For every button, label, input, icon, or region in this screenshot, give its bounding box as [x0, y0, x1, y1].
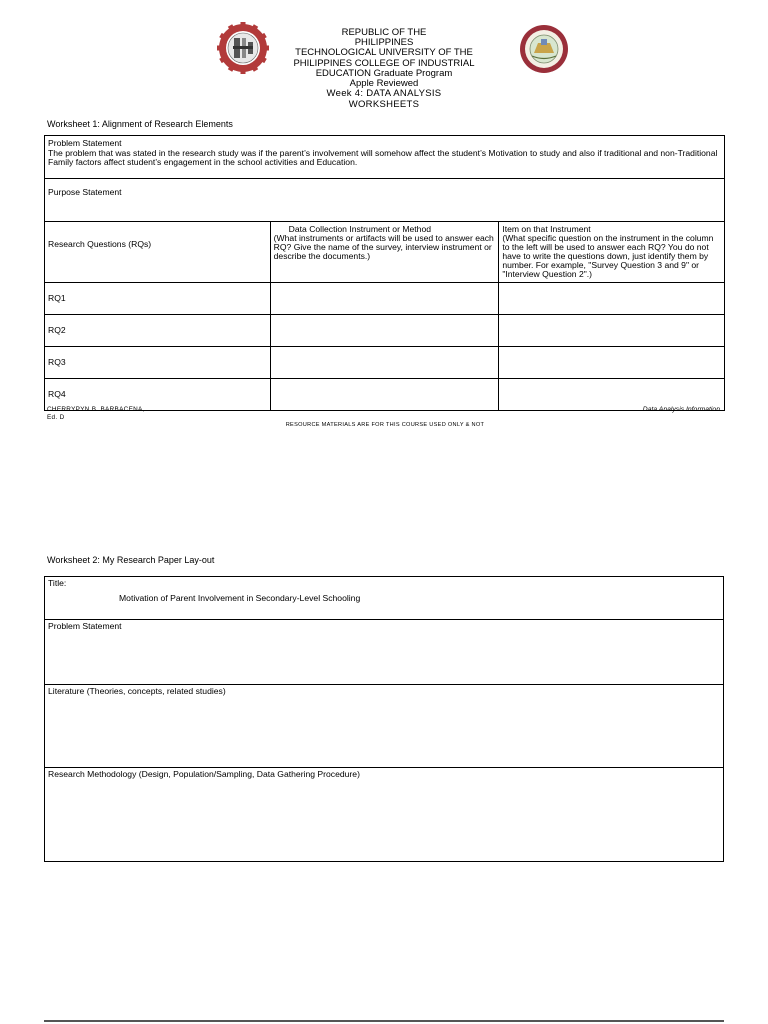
table-row [45, 283, 725, 315]
institution-header [278, 27, 490, 90]
item-header-desc: (What specific question on the instrument in the column to the left will be used to answer each RQ? You do not have to write the questions down, just identify them by number. For example, "Survey Question 3 and 9" or "Interview Question 2".) [502, 233, 714, 279]
rq-label-cell [45, 347, 271, 379]
title-box[interactable] [44, 576, 724, 620]
purpose-row [45, 179, 725, 222]
purpose-label: Purpose Statement [48, 187, 122, 197]
paper-title: Motivation of Parent Involvement in Secondary-Level Schooling [119, 593, 361, 603]
rq-header-cell [45, 222, 271, 283]
week-subtitle: WORKSHEETS [348, 98, 420, 110]
instrument-input-cell[interactable] [270, 315, 499, 347]
header-line: PHILIPPINES COLLEGE OF INDUSTRIAL [293, 57, 475, 69]
header-row [45, 222, 725, 283]
table-row [45, 347, 725, 379]
item-header-title: Item on that Instrument [502, 224, 591, 234]
author-name: CHERRYPYN B. BARBACENA, [47, 406, 145, 413]
rq-label: RQ4 [48, 388, 66, 399]
problem-label: Problem Statement [48, 138, 122, 148]
title-label: Title: [48, 578, 67, 588]
footer-right-text: Data Analysis Information [642, 406, 720, 413]
problem-text: The problem that was stated in the research study was if the parent’s involvement will somehow affect the student’s Motivation to study and also if traditional and non-Traditional Family factors affect student’s engagement in the school activities and Education. [48, 147, 718, 168]
header-line: TECHNOLOGICAL UNIVERSITY OF THE [295, 47, 473, 59]
problem-statement-label: Problem Statement [48, 621, 122, 631]
rq-header: Research Questions (RQs) [48, 239, 152, 249]
worksheet1-title: Worksheet 1: Alignment of Research Elements [47, 119, 233, 129]
document-subtitle [300, 89, 468, 110]
author-degree: Ed. D [47, 414, 65, 421]
rq-label: RQ2 [48, 324, 66, 335]
table-row [45, 315, 725, 347]
literature-label: Literature (Theories, concepts, related studies) [48, 686, 226, 696]
problem-cell[interactable] [45, 136, 725, 179]
footer-center-text: RESOURCE MATERIALS ARE FOR THIS COURSE USED ONLY & NOT [285, 422, 485, 428]
methodology-label: Research Methodology (Design, Population/Sampling, Data Gathering Procedure) [48, 769, 360, 779]
week-title: Week 4: DATA ANALYSIS [326, 88, 442, 99]
cie-seal-icon [518, 24, 570, 74]
header-line: EDUCATION Graduate Program [315, 67, 453, 79]
instrument-input-cell[interactable] [270, 283, 499, 315]
rq-label-cell [45, 315, 271, 347]
literature-box[interactable] [44, 684, 724, 768]
item-header-cell [499, 222, 725, 283]
worksheet1-table [44, 135, 725, 411]
methodology-box[interactable] [44, 767, 724, 862]
rq-label: RQ3 [48, 356, 66, 367]
instrument-header-cell [270, 222, 499, 283]
purpose-cell[interactable] [45, 179, 725, 222]
item-input-cell[interactable] [499, 283, 725, 315]
instrument-input-cell[interactable] [270, 347, 499, 379]
header-line: REPUBLIC OF THE [341, 27, 427, 38]
rq-label-cell [45, 283, 271, 315]
worksheet2-title: Worksheet 2: My Research Paper Lay-out [47, 555, 215, 565]
page-divider [44, 1020, 724, 1022]
problem-row [45, 136, 725, 179]
instrument-input-cell[interactable] [270, 379, 499, 411]
instrument-header-title: Data Collection Instrument or Method [288, 224, 431, 234]
tup-gear-seal-icon [217, 22, 269, 74]
item-input-cell[interactable] [499, 315, 725, 347]
instrument-header-desc: (What instruments or artifacts will be used to answer each RQ? Give the name of the survey, interview instrument or describe the documents.) [273, 233, 494, 261]
header-line: PHILIPPINES [354, 37, 414, 49]
header-line: Apple Reviewed [349, 78, 419, 90]
problem-statement-box[interactable] [44, 619, 724, 685]
author-credit [47, 406, 145, 422]
item-input-cell[interactable] [499, 347, 725, 379]
rq-label: RQ1 [48, 292, 66, 303]
